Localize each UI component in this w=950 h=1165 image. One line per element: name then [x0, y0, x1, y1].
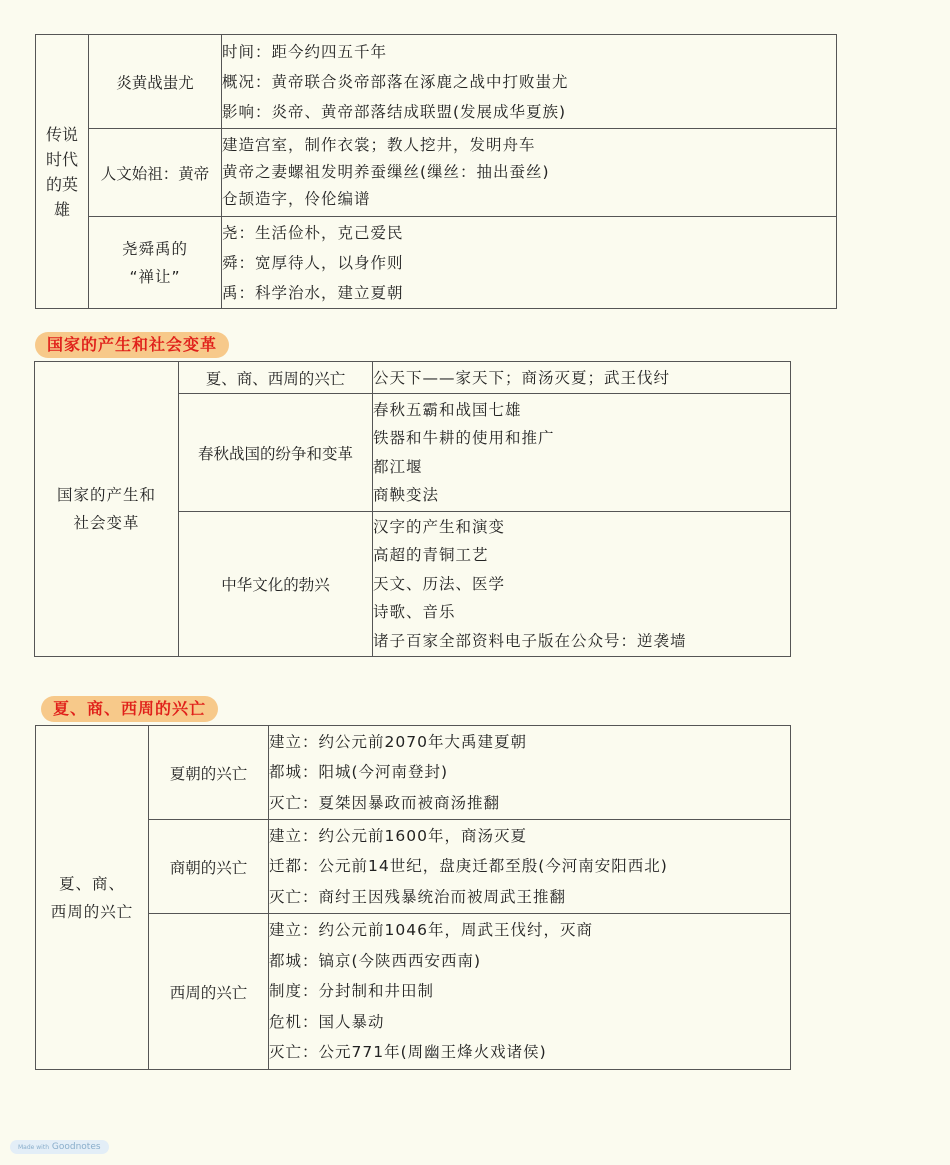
goodnotes-badge — [10, 1140, 109, 1154]
topic-label: 炎黄战蚩尤 — [89, 35, 222, 129]
topic-label: 春秋战国的纷争和变革 — [179, 394, 373, 512]
legend-heroes-table — [35, 34, 837, 309]
topic-details — [373, 394, 791, 512]
topic-details — [269, 914, 791, 1070]
detail-line: 灭亡：夏桀因暴政而被商汤推翻 — [269, 793, 501, 812]
detail-line: 汉字的产生和演变 — [373, 517, 506, 536]
detail-line: 迁都：公元前14世纪，盘庚迁都至殷(今河南安阳西北) — [269, 857, 668, 876]
detail-line: 制度：分封制和井田制 — [269, 982, 435, 1001]
xia-shang-zhou-root-line: 西周的兴亡 — [50, 902, 134, 921]
topic-details — [269, 726, 791, 820]
detail-line: 公天下——家天下；商汤灭夏；武王伐纣 — [373, 368, 671, 387]
detail-line: 建立：约公元前1600年，商汤灭夏 — [269, 826, 527, 845]
detail-line: 天文、历法、医学 — [373, 574, 506, 593]
detail-line: 高超的青铜工艺 — [373, 546, 489, 565]
topic-details — [373, 512, 791, 657]
state-formation-root-line: 国家的产生和 — [56, 486, 156, 504]
topic-label-line: “禅让” — [129, 267, 181, 286]
xia-shang-zhou-table — [35, 725, 791, 1070]
topic-label-line: 尧舜禹的 — [121, 239, 188, 258]
detail-line: 危机：国人暴动 — [269, 1012, 385, 1031]
xia-shang-zhou-root-cell — [36, 726, 149, 1070]
detail-line: 灭亡：商纣王因残暴统治而被周武王推翻 — [269, 887, 567, 906]
detail-line: 都城：镐京(今陕西西安西南) — [269, 951, 482, 970]
detail-line: 建立：约公元前1046年，周武王伐纣，灭商 — [269, 921, 593, 940]
xia-shang-zhou-root-line: 夏、商、 — [58, 874, 125, 893]
topic-label: 西周的兴亡 — [149, 914, 269, 1070]
detail-line: 灭亡：公元771年(周幽王烽火戏诸侯) — [269, 1043, 547, 1062]
detail-line: 时间：距今约四五千年 — [222, 42, 388, 61]
topic-details — [222, 129, 837, 217]
detail-line: 铁器和牛耕的使用和推广 — [373, 429, 555, 447]
badge-prefix: Made with — [18, 1144, 49, 1151]
detail-line: 都江堰 — [373, 457, 423, 476]
detail-line: 诸子百家全部资料电子版在公众号：逆袭墙 — [373, 631, 687, 650]
state-formation-root-line: 社会变革 — [73, 514, 140, 532]
topic-details — [222, 35, 837, 129]
detail-line: 舜：宽厚待人，以身作则 — [222, 253, 404, 272]
topic-details — [269, 820, 791, 914]
detail-line: 黄帝之妻螺祖发明养蚕缫丝(缫丝：抽出蚕丝) — [222, 163, 550, 181]
topic-label: 人文始祖：黄帝 — [89, 129, 222, 217]
detail-line: 商鞅变法 — [373, 486, 440, 504]
detail-line: 概况：黄帝联合炎帝部落在涿鹿之战中打败蚩尤 — [222, 72, 569, 91]
topic-details — [373, 362, 791, 394]
topic-label: 中华文化的勃兴 — [179, 512, 373, 657]
topic-label: 夏朝的兴亡 — [149, 726, 269, 820]
section-heading-state-formation: 国家的产生和社会变革 — [35, 332, 229, 358]
topic-details — [222, 217, 837, 309]
detail-line: 建造宫室，制作衣裳；教人挖井，发明舟车 — [222, 136, 536, 154]
detail-line: 禹：科学治水，建立夏朝 — [222, 283, 404, 302]
detail-line: 仓颉造字，伶伦编谱 — [222, 190, 371, 208]
legend-heroes-root-label: 传说时代的英雄 — [45, 124, 78, 219]
state-formation-root-cell — [35, 362, 179, 657]
detail-line: 建立：约公元前2070年大禹建夏朝 — [269, 732, 527, 751]
topic-label — [89, 217, 222, 309]
state-formation-table — [34, 361, 791, 657]
topic-label: 夏、商、西周的兴亡 — [179, 362, 373, 394]
detail-line: 诗歌、音乐 — [373, 603, 456, 622]
detail-line: 都城：阳城(今河南登封) — [269, 763, 449, 782]
topic-label: 商朝的兴亡 — [149, 820, 269, 914]
legend-heroes-root-cell — [36, 35, 89, 309]
detail-line: 影响：炎帝、黄帝部落结成联盟(发展成华夏族) — [222, 102, 567, 121]
detail-line: 尧：生活俭朴，克己爱民 — [222, 223, 404, 242]
badge-brand: Goodnotes — [51, 1142, 101, 1152]
section-heading-xia-shang-zhou: 夏、商、西周的兴亡 — [41, 696, 218, 722]
detail-line: 春秋五霸和战国七雄 — [373, 400, 522, 419]
